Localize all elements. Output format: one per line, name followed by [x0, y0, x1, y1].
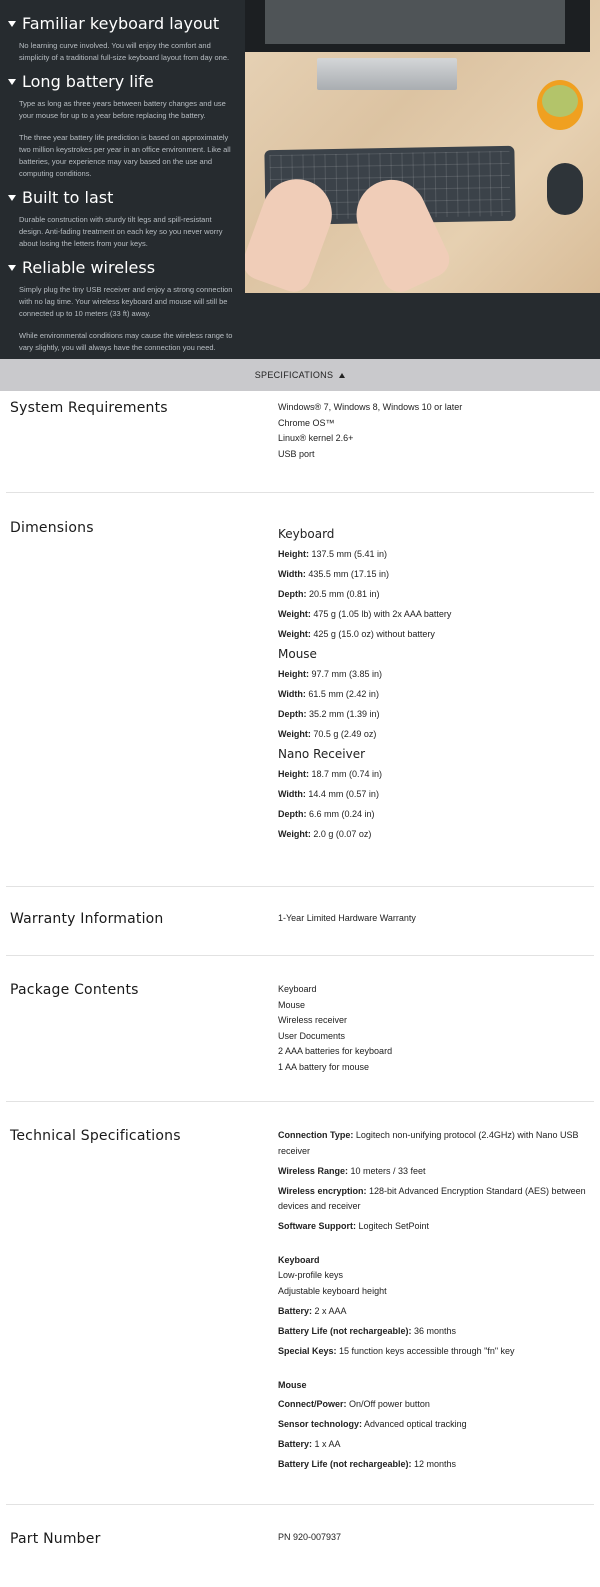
spec-line: Adjustable keyboard height [278, 1285, 387, 1296]
spec-item [278, 1344, 588, 1360]
section-content [278, 1530, 588, 1546]
triangle-icon [8, 79, 16, 85]
section-content [278, 1128, 588, 1477]
monitor-screen [265, 0, 565, 44]
spec-line: User Documents [278, 1030, 346, 1041]
spec-item [278, 1417, 588, 1433]
section-title: Technical Specifications [10, 1128, 181, 1144]
monitor-stand [317, 58, 457, 90]
spec-value: 1 x AA [312, 1439, 341, 1449]
group-heading: Mouse [278, 647, 317, 661]
group-heading: Nano Receiver [278, 747, 366, 761]
mouse-illustration [547, 163, 583, 215]
spec-value: 61.5 mm (2.42 in) [305, 689, 379, 699]
spec-value: 137.5 mm (5.41 in) [309, 549, 388, 559]
spec-key: Weight: [278, 829, 311, 839]
section-title: Warranty Information [10, 911, 164, 927]
feature-text: Type as long as three years between battery changes and use your mouse for up to a year before replacing the battery. [19, 99, 226, 120]
spec-key: Battery Life (not rechargeable): [278, 1459, 412, 1469]
spec-value: 2.0 g (0.07 oz) [310, 829, 372, 839]
spec-value: 475 g (1.05 lb) with 2x AAA battery [310, 609, 452, 619]
product-photo [245, 0, 600, 293]
group-heading: Keyboard [278, 527, 335, 541]
spec-line: Windows® 7, Windows 8, Windows 10 or later [278, 402, 463, 412]
spec-key: Connect/Power: [278, 1399, 347, 1409]
spec-line: Linux® kernel 2.6+ [278, 433, 354, 443]
group-heading: Keyboard [278, 1255, 320, 1265]
feature-title-row [8, 14, 248, 33]
spec-key: Battery: [278, 1305, 313, 1316]
spec-key: Special Keys: [278, 1345, 337, 1356]
spec-key: Connection Type: [278, 1130, 354, 1140]
spec-key: Width: [278, 689, 306, 699]
section-part-number [0, 1505, 600, 1587]
spec-item [278, 1397, 588, 1413]
feature-text: Durable construction with sturdy tilt legs and spill-resistant design. Anti-fading treatment on each key so you never worry about losing the letters from your keys. [19, 215, 223, 248]
feature-title: Familiar keyboard layout [22, 14, 220, 33]
feature-list [0, 0, 248, 359]
spec-item [278, 687, 588, 703]
section-title: System Requirements [10, 400, 168, 416]
spec-item [278, 667, 588, 683]
spec-item [278, 787, 588, 803]
spec-value: 70.5 g (2.49 oz) [310, 729, 377, 739]
feature-keyboard-layout [8, 14, 248, 64]
section-warranty [0, 887, 600, 955]
spec-line: PN 920-007937 [278, 1532, 342, 1542]
spec-item [278, 567, 588, 583]
monitor-illustration [245, 0, 590, 52]
spec-value: 128-bit Advanced Encryption Standard (AES) between devices and receiver [278, 1185, 586, 1211]
section-package-contents [0, 956, 600, 1101]
spec-key: Weight: [278, 729, 311, 739]
spec-line: Keyboard [278, 984, 317, 994]
triangle-icon [8, 21, 16, 27]
feature-title: Built to last [22, 188, 114, 207]
feature-text: Simply plug the tiny USB receiver and enjoy a strong connection with no lag time. Your wireless keyboard and mouse will still be connected up to 10 meters (33 ft) away. [19, 285, 233, 318]
spec-item [278, 767, 588, 783]
section-content [278, 400, 588, 462]
spec-key: Weight: [278, 629, 311, 639]
spec-item [278, 1457, 588, 1473]
specifications-toggle[interactable] [0, 359, 600, 391]
feature-title-row [8, 188, 248, 207]
feature-title-row [8, 72, 248, 91]
spec-value: Logitech non-unifying protocol (2.4GHz) with Nano USB receiver [278, 1130, 579, 1156]
spec-item [278, 1164, 588, 1180]
spec-value: 97.7 mm (3.85 in) [309, 669, 383, 679]
spec-key: Width: [278, 789, 306, 799]
spacer [278, 1364, 588, 1378]
spec-value: 6.6 mm (0.24 in) [306, 809, 375, 819]
group-heading: Mouse [278, 1379, 307, 1390]
spec-key: Height: [278, 769, 309, 779]
spec-value: 35.2 mm (1.39 in) [306, 709, 380, 719]
spec-key: Height: [278, 669, 309, 679]
spec-value: Logitech SetPoint [356, 1221, 430, 1231]
spec-item [278, 1128, 588, 1159]
spec-value: 12 months [411, 1459, 457, 1469]
spec-value: 435.5 mm (17.15 in) [305, 569, 389, 579]
section-title: Part Number [10, 1531, 101, 1547]
section-system-requirements [0, 391, 600, 491]
spec-line: USB port [278, 448, 315, 459]
spec-value: Advanced optical tracking [362, 1419, 467, 1429]
section-content [278, 527, 588, 847]
spec-value: 20.5 mm (0.81 in) [306, 589, 380, 599]
spec-value: 18.7 mm (0.74 in) [309, 769, 383, 779]
section-content [278, 911, 588, 927]
spec-item [278, 707, 588, 723]
spec-line: Wireless receiver [278, 1015, 348, 1025]
feature-title: Reliable wireless [22, 258, 156, 277]
section-title: Package Contents [10, 982, 139, 998]
caret-up-icon [339, 373, 345, 378]
spec-item [278, 827, 588, 843]
spec-key: Depth: [278, 809, 307, 819]
feature-reliable-wireless [8, 258, 248, 354]
spec-item [278, 1219, 588, 1235]
section-technical-specifications [0, 1102, 600, 1504]
spec-value: 14.4 mm (0.57 in) [305, 789, 379, 799]
spec-item [278, 1304, 588, 1320]
feature-text: While environmental conditions may cause the wireless range to vary slightly, you will always have the connection you need. [19, 331, 233, 352]
spec-item [278, 1184, 588, 1215]
spec-value: 425 g (15.0 oz) without battery [310, 629, 435, 639]
spec-item [278, 1324, 588, 1340]
feature-title: Long battery life [22, 72, 154, 91]
section-title: Dimensions [10, 520, 94, 536]
spec-line: 1-Year Limited Hardware Warranty [278, 913, 416, 923]
spec-item [278, 587, 588, 603]
spec-value: 2 x AAA [312, 1305, 347, 1316]
spec-item [278, 727, 588, 743]
spec-item [278, 547, 588, 563]
spec-item [278, 607, 588, 623]
spec-line: Mouse [278, 999, 306, 1010]
spec-key: Depth: [278, 709, 307, 719]
spec-value: 15 function keys accessible through "fn" key [336, 1345, 515, 1356]
feature-text: The three year battery life prediction is based on approximately two million keystrokes per year in an office environment. Like all batteries, your experience may vary based on the use and computing conditions. [19, 133, 231, 178]
spec-key: Wireless Range: [278, 1165, 348, 1176]
specifications-label: SPECIFICATIONS [254, 370, 334, 380]
spec-line: 2 AAA batteries for keyboard [278, 1046, 393, 1056]
spec-key: Width: [278, 569, 306, 579]
feature-text: No learning curve involved. You will enjoy the comfort and simplicity of a traditional full-size keyboard layout from day one. [19, 41, 230, 62]
spec-line: Low-profile keys [278, 1270, 344, 1280]
spec-key: Software Support: [278, 1221, 356, 1231]
triangle-icon [8, 265, 16, 271]
spec-item [278, 627, 588, 643]
spec-value: On/Off power button [346, 1399, 430, 1409]
feature-hero [0, 0, 600, 359]
section-dimensions [0, 493, 600, 886]
spec-value: 10 meters / 33 feet [347, 1165, 426, 1176]
spec-item [278, 807, 588, 823]
feature-built-to-last [8, 188, 248, 250]
spec-key: Depth: [278, 589, 307, 599]
spec-value: 36 months [411, 1325, 457, 1336]
spec-key: Battery Life (not rechargeable): [278, 1325, 412, 1336]
spec-key: Battery: [278, 1439, 313, 1449]
spec-key: Wireless encryption: [278, 1185, 367, 1196]
triangle-icon [8, 195, 16, 201]
spec-key: Sensor technology: [278, 1419, 363, 1429]
spacer [278, 1239, 588, 1253]
feature-battery-life [8, 72, 248, 180]
spec-line: 1 AA battery for mouse [278, 1061, 370, 1072]
spec-key: Weight: [278, 609, 311, 619]
bowl-illustration [537, 80, 583, 130]
spec-line: Chrome OS™ [278, 417, 335, 428]
feature-title-row [8, 258, 248, 277]
spec-item [278, 1437, 588, 1453]
section-content [278, 982, 588, 1075]
spec-key: Height: [278, 549, 309, 559]
